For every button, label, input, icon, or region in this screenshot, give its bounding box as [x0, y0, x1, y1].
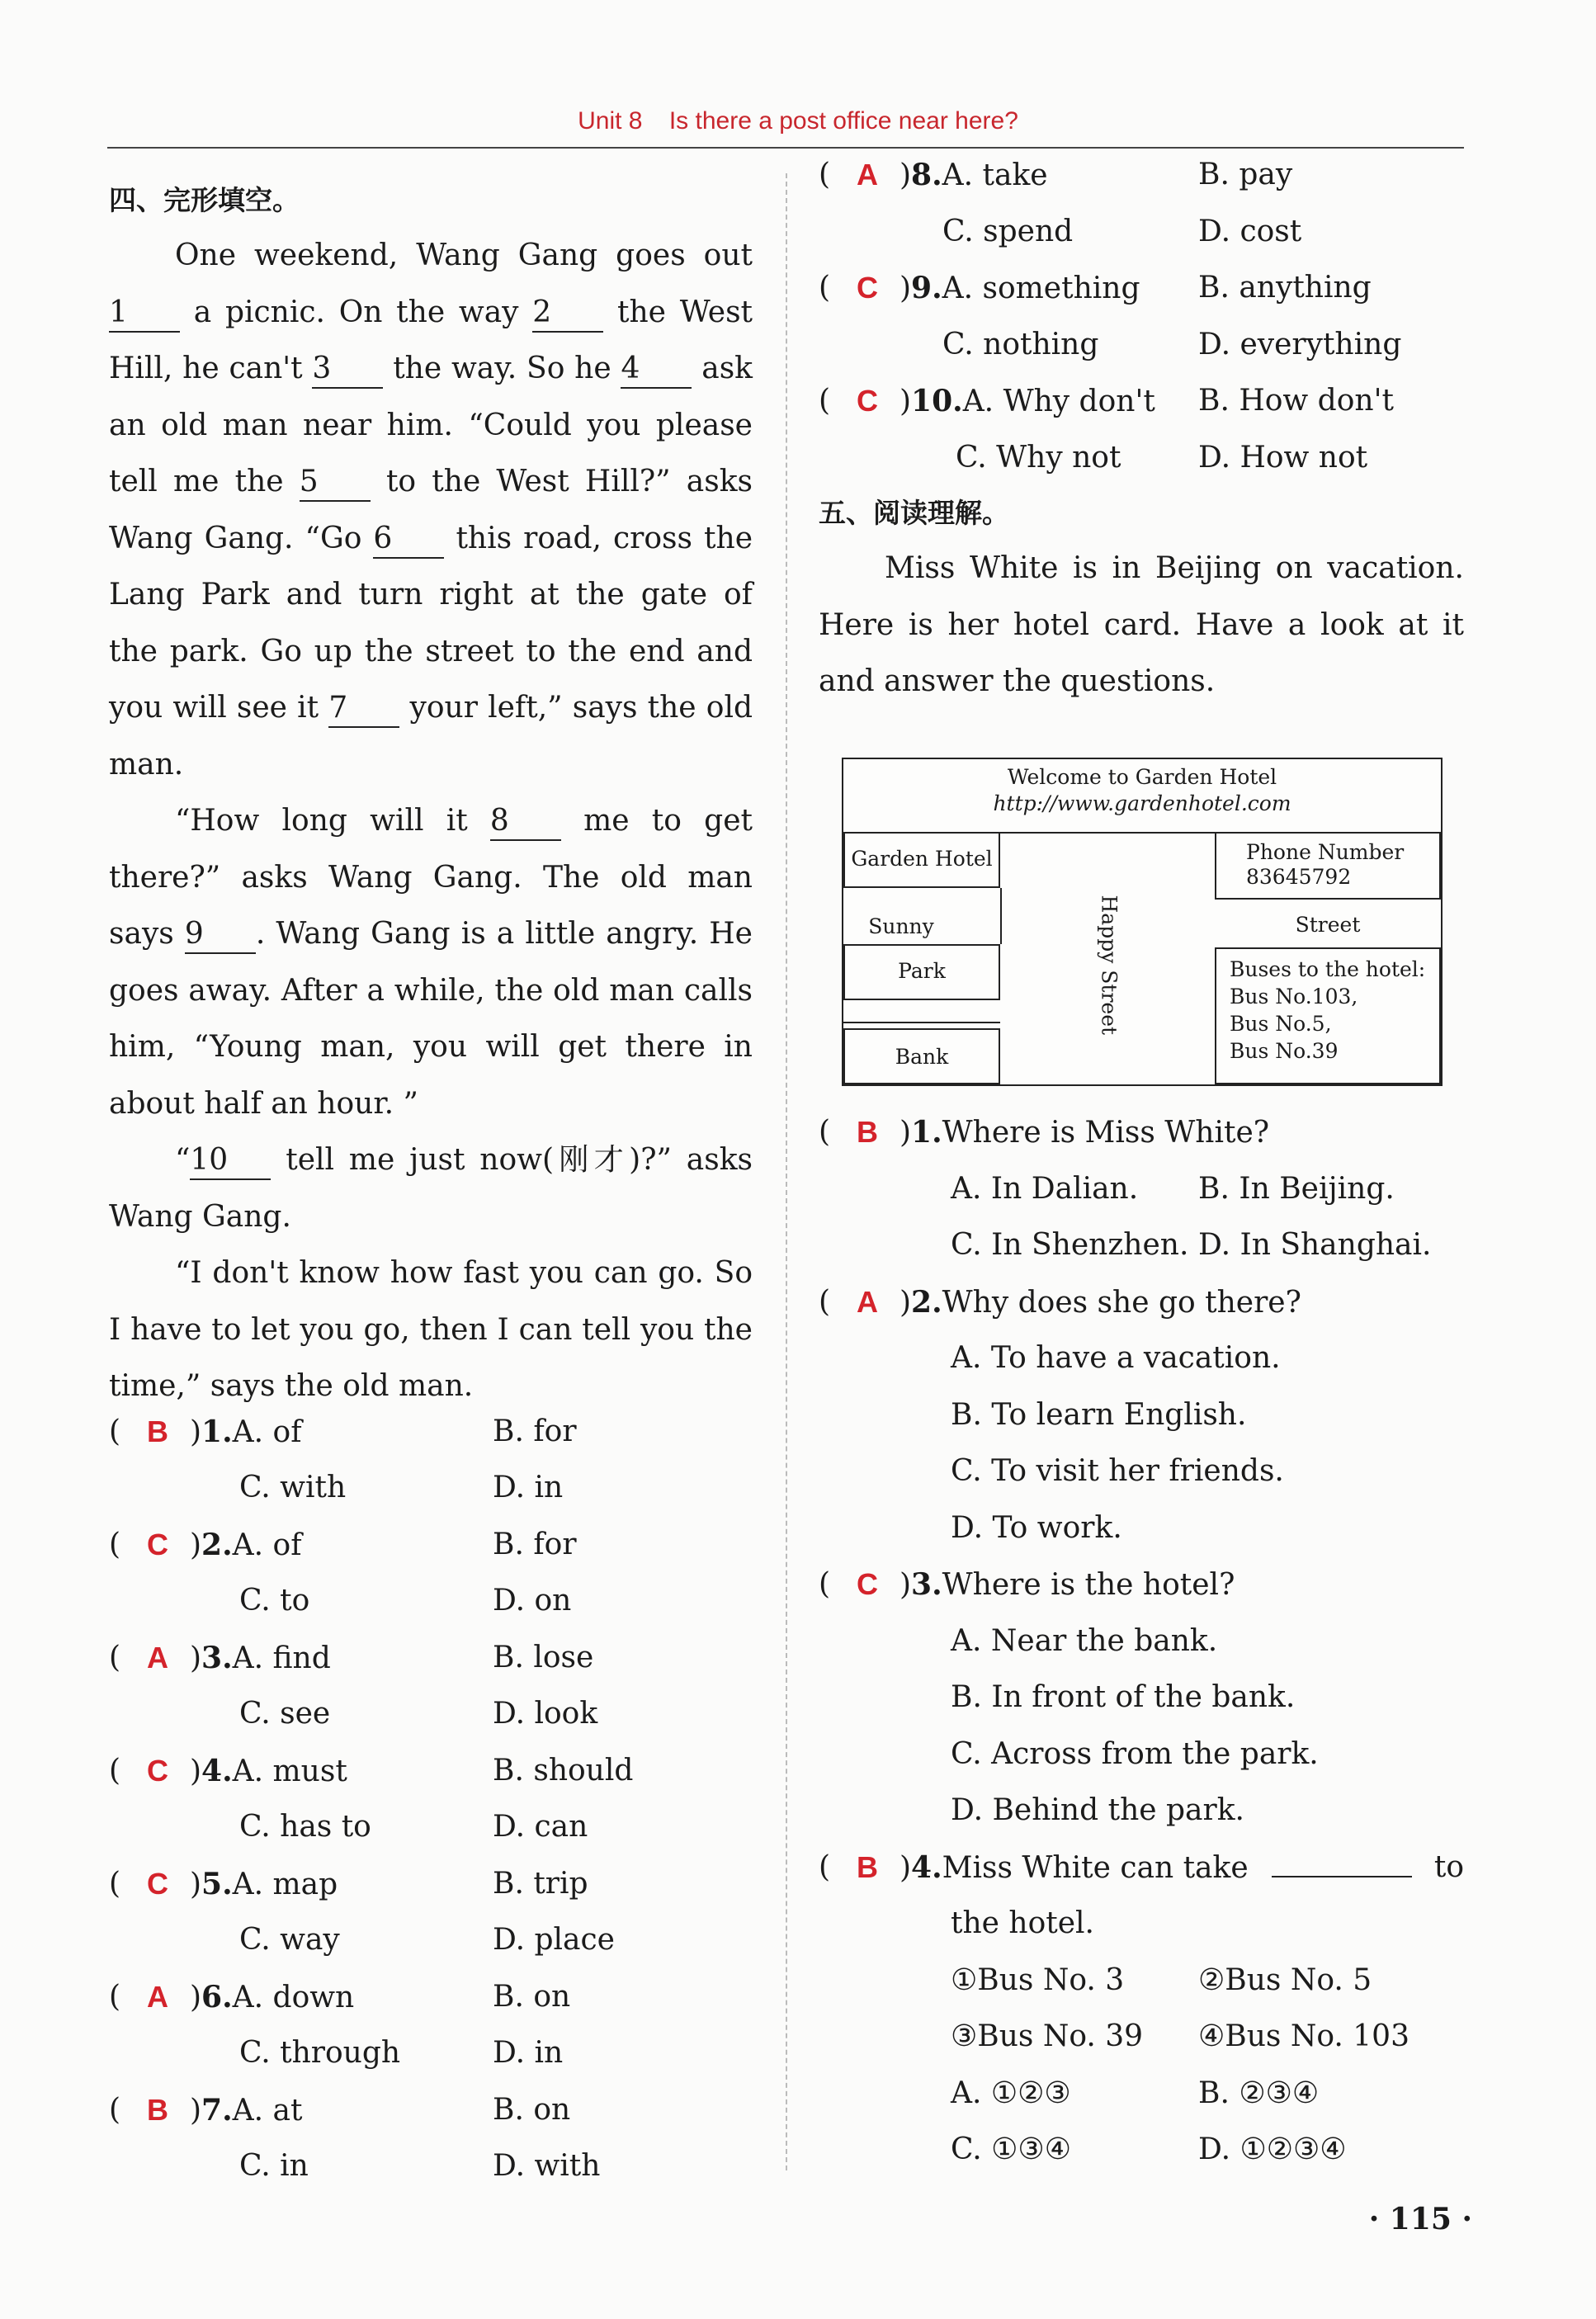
- question-number: [190, 1517, 302, 1575]
- option-b: B. ②③④: [1198, 2076, 1320, 2110]
- question-number: [900, 1840, 1435, 1897]
- passage-text: to the West Hill?” asks Wang Gang. “Go: [109, 465, 753, 555]
- option-c: C. spend: [942, 214, 1074, 248]
- option-b: B. anything: [1198, 271, 1372, 305]
- answer-blank: [1272, 1843, 1412, 1877]
- option-c: C. in: [239, 2149, 309, 2183]
- bus-103: Bus No.103,: [1230, 985, 1358, 1008]
- hotel-card: [842, 758, 1443, 1086]
- cloze-question-row2: [819, 204, 1464, 261]
- cloze-question: [819, 147, 1464, 204]
- option-d: D. In Shanghai.: [1198, 1228, 1432, 1262]
- option-row: [819, 1217, 1464, 1274]
- cloze-blank: 1: [109, 295, 180, 333]
- open-paren: (: [819, 1115, 831, 1149]
- question-number: [190, 1743, 347, 1801]
- option-row: [819, 1953, 1464, 2010]
- reading-question: [819, 1840, 1464, 1896]
- cloze-paragraph: [109, 1245, 753, 1415]
- passage-text: your left,” says the old man.: [109, 691, 753, 782]
- option-c: C. way: [239, 1923, 340, 1957]
- question-num: 3.: [201, 1640, 233, 1675]
- answer-mark: C: [147, 1527, 168, 1561]
- happy-street-label: Happy Street: [1097, 895, 1121, 1036]
- open-paren: (: [819, 271, 831, 305]
- right-column: [819, 158, 1464, 711]
- cloze-question-row2: [819, 317, 1464, 374]
- open-paren: (: [819, 384, 831, 418]
- question-number: [900, 1274, 1301, 1332]
- question-num: 10.: [911, 384, 963, 418]
- option-a: A. must: [232, 1754, 347, 1788]
- question-text-end: to: [1433, 1849, 1464, 1884]
- open-paren: (: [819, 158, 831, 191]
- option-d: D. place: [493, 1923, 615, 1957]
- buses-box: [1215, 947, 1441, 1084]
- option: B. In front of the bank.: [951, 1680, 1296, 1714]
- question-num: 1.: [911, 1115, 942, 1150]
- option-c: C. nothing: [942, 327, 1099, 361]
- option-d: D. cost: [1198, 214, 1302, 248]
- question-num: 5.: [201, 1866, 233, 1901]
- option-row: [819, 1726, 1464, 1783]
- question-num: 7.: [201, 2092, 233, 2128]
- option-a: A. take: [942, 158, 1048, 192]
- unit-title: Is there a post office near here?: [668, 107, 1018, 135]
- option-c: C. has to: [239, 1810, 371, 1844]
- passage-text: ask an old man near him. “Could you please tell me the: [109, 352, 753, 498]
- page-number-value: 115: [1389, 2202, 1452, 2236]
- park-box: [843, 944, 1000, 1000]
- cloze-blank: 6: [373, 521, 444, 559]
- phone-number: 83645792: [1246, 865, 1352, 889]
- option-d: D. look: [493, 1697, 598, 1731]
- close-paren: ): [190, 1980, 202, 2014]
- bus-5: Bus No.5,: [1230, 1012, 1332, 1036]
- option-c: C. In Shenzhen.: [951, 1228, 1189, 1262]
- answer-mark: A: [857, 158, 878, 191]
- answer-mark: A: [857, 1284, 878, 1319]
- answer-mark: C: [147, 1866, 168, 1901]
- bus-item: ①Bus No. 3: [951, 1962, 1125, 1997]
- passage-text: “: [175, 1143, 191, 1177]
- page-number: · 115 ·: [1368, 2202, 1472, 2236]
- passage-text: . Wang Gang is a little angry. He goes away. After a while, the old man calls him, “Young man, you will get there in about half an hour. ”: [109, 917, 753, 1121]
- open-paren: (: [109, 2092, 121, 2127]
- open-paren: (: [109, 1527, 121, 1561]
- reading-question: [819, 1274, 1464, 1331]
- question-num: 3.: [911, 1567, 942, 1602]
- option-row: [819, 2009, 1464, 2066]
- option-d: D. in: [493, 2036, 564, 2070]
- street-label: Street: [1295, 913, 1361, 937]
- cloze-blank: 10: [190, 1142, 271, 1180]
- option-b: B. for: [493, 1527, 577, 1561]
- question-text: Why does she go there?: [942, 1285, 1301, 1320]
- park-label: Park: [898, 959, 946, 983]
- answer-mark: B: [147, 1414, 168, 1448]
- question-num: 2.: [201, 1527, 233, 1562]
- left-column: [109, 173, 753, 2195]
- close-paren: ): [900, 1568, 912, 1602]
- cloze-question: [109, 1743, 753, 1800]
- option-b: B. In Beijing.: [1198, 1171, 1395, 1206]
- unit-label: Unit 8: [578, 107, 643, 135]
- cloze-blank: 7: [328, 690, 399, 728]
- option: B. To learn English.: [951, 1397, 1247, 1432]
- cloze-questions-left: [109, 1404, 753, 2195]
- cloze-question: [109, 1856, 753, 1913]
- bus-item: ④Bus No. 103: [1198, 2019, 1409, 2053]
- park-divider: [843, 1022, 1000, 1023]
- option-a: A. map: [232, 1867, 338, 1901]
- question-number: [900, 1104, 1269, 1162]
- question-num: 4.: [201, 1753, 233, 1788]
- question-num: 8.: [911, 158, 942, 192]
- bus-item: ②Bus No. 5: [1198, 1962, 1372, 1997]
- passage-text: me to get there?” asks Wang Gang. The old man says: [109, 804, 753, 951]
- option: D. Behind the park.: [951, 1793, 1244, 1827]
- section4-heading: 四、完形填空。: [109, 184, 300, 216]
- cloze-blank: 3: [312, 351, 383, 389]
- option-d: D. everything: [1198, 327, 1402, 361]
- cloze-question: [819, 373, 1464, 430]
- open-paren: (: [819, 1849, 831, 1884]
- garden-hotel-label: Garden Hotel: [851, 847, 993, 871]
- passage-text: “I don't know how fast you can go. So I have to let you go, then I can tell you the time,” says the old man.: [109, 1256, 753, 1403]
- cloze-question: [109, 1517, 753, 1574]
- option-a: A. In Dalian.: [951, 1171, 1139, 1206]
- option-b: B. How don't: [1198, 384, 1394, 418]
- sunny-label: Sunny: [868, 914, 934, 938]
- cloze-blank: 4: [621, 351, 692, 389]
- reading-questions: [819, 1104, 1464, 2179]
- option: C. Across from the park.: [951, 1736, 1319, 1771]
- question-num: 2.: [911, 1284, 942, 1320]
- option-row: [819, 1613, 1464, 1670]
- passage-text: “How long will it: [175, 804, 490, 838]
- option-row: [819, 2122, 1464, 2179]
- cloze-blank: 8: [490, 803, 561, 841]
- option-b: B. on: [493, 1979, 571, 2014]
- answer-mark: A: [147, 1979, 168, 2014]
- hotel-welcome: Welcome to Garden Hotel: [1007, 765, 1277, 789]
- option: A. To have a vacation.: [951, 1341, 1281, 1375]
- cloze-passage: [109, 228, 753, 1415]
- bus-39: Bus No.39: [1230, 1039, 1339, 1063]
- question-num: 9.: [911, 271, 942, 305]
- question-text: Miss White can take: [942, 1850, 1249, 1885]
- cloze-question: [109, 1630, 753, 1687]
- cloze-question-row2: [109, 2025, 753, 2082]
- answer-mark: B: [147, 2092, 168, 2127]
- option-a: A. of: [232, 1528, 302, 1562]
- bank-box: [843, 1028, 1000, 1084]
- option-c: C. Why not: [956, 440, 1121, 475]
- option-row: [819, 1330, 1464, 1387]
- cloze-question-row2: [109, 1686, 753, 1743]
- open-paren: (: [109, 1414, 121, 1448]
- option-c: C. through: [239, 2036, 401, 2070]
- answer-mark: C: [857, 1567, 878, 1601]
- answer-mark: A: [147, 1640, 168, 1674]
- cloze-question: [109, 2082, 753, 2139]
- option-row: [819, 1670, 1464, 1726]
- cloze-question-row2: [109, 1912, 753, 1969]
- bus-item: ③Bus No. 39: [951, 2019, 1144, 2053]
- option-d: D. can: [493, 1810, 588, 1844]
- question-number: [190, 1969, 354, 2027]
- open-paren: (: [819, 1284, 831, 1319]
- cloze-paragraph: [109, 228, 753, 793]
- answer-mark: C: [857, 271, 878, 305]
- cloze-question: [109, 1969, 753, 2026]
- answer-mark: B: [857, 1849, 878, 1884]
- cloze-question-row2: [109, 1573, 753, 1630]
- close-paren: ): [190, 1415, 202, 1449]
- question-number: [190, 1630, 331, 1688]
- option: D. To work.: [951, 1510, 1122, 1545]
- option-c: C. to: [239, 1584, 310, 1618]
- close-paren: ): [190, 1867, 202, 1901]
- option-c: C. with: [239, 1471, 347, 1504]
- option-row: [819, 1387, 1464, 1444]
- question-num: 4.: [911, 1849, 942, 1885]
- cloze-questions-right: [819, 147, 1464, 486]
- cloze-question-row2: [109, 2138, 753, 2195]
- option-b: B. trip: [493, 1866, 588, 1901]
- cloze-question-row2: [109, 1460, 753, 1517]
- cloze-blank: 2: [532, 295, 603, 333]
- passage-text: the West Hill, he can't: [109, 295, 753, 385]
- cloze-question-row2: [819, 430, 1464, 487]
- option-row: [819, 1783, 1464, 1840]
- option-a: A. Why don't: [962, 385, 1155, 418]
- option-b: B. should: [493, 1753, 634, 1788]
- close-paren: ): [190, 1641, 202, 1675]
- open-paren: (: [109, 1979, 121, 2014]
- question-number: [190, 1856, 338, 1914]
- option-c: C. ①③④: [951, 2132, 1071, 2166]
- passage-text: a picnic. On the way: [180, 295, 533, 329]
- option-a: A. find: [232, 1641, 331, 1675]
- question-number: [190, 1404, 302, 1462]
- option-d: D. on: [493, 1584, 572, 1618]
- answer-mark: C: [147, 1753, 168, 1788]
- bank-label: Bank: [895, 1045, 949, 1069]
- question-line2: [819, 1896, 1464, 1953]
- option-c: C. see: [239, 1697, 331, 1731]
- phone-label: Phone Number: [1246, 840, 1405, 864]
- question-text: Where is the hotel?: [942, 1568, 1235, 1602]
- cloze-question: [819, 260, 1464, 317]
- option-d: D. with: [493, 2149, 601, 2183]
- option-row: [819, 2066, 1464, 2123]
- reading-intro: Miss White is in Beijing on vacation. Here is her hotel card. Have a look at it and answer the questions.: [819, 551, 1464, 698]
- column-divider: [786, 173, 787, 2170]
- passage-text: tell me just now(刚才)?” asks Wang Gang.: [109, 1143, 753, 1234]
- open-paren: (: [109, 1640, 121, 1674]
- question-number: [900, 1556, 1235, 1614]
- hotel-url: http://www.gardenhotel.com: [993, 791, 1291, 815]
- passage-text: the way. So he: [383, 352, 621, 385]
- option-a: A. of: [232, 1415, 302, 1449]
- close-paren: ): [900, 1116, 912, 1150]
- close-paren: ): [190, 2093, 202, 2128]
- phone-box: [1215, 832, 1441, 900]
- option: A. Near the bank.: [951, 1623, 1218, 1658]
- option-a: A. ①②③: [951, 2076, 1071, 2110]
- option-a: A. at: [232, 2093, 303, 2128]
- option-b: B. on: [493, 2092, 571, 2127]
- question-num: 6.: [201, 1979, 233, 2014]
- question-number: [900, 147, 1048, 205]
- question-text: Where is Miss White?: [942, 1116, 1270, 1150]
- question-number: [900, 260, 1140, 318]
- close-paren: ): [900, 1285, 912, 1320]
- option-b: B. for: [493, 1414, 577, 1448]
- close-paren: ): [190, 1528, 202, 1562]
- close-paren: ): [190, 1754, 202, 1788]
- passage-text: this road, cross the Lang Park and turn right at the gate of the park. Go up the street to the end and you will see it: [109, 521, 753, 725]
- answer-mark: C: [857, 384, 878, 418]
- option-a: A. down: [232, 1980, 355, 2014]
- open-paren: (: [819, 1567, 831, 1601]
- cloze-blank: 9: [185, 916, 256, 954]
- close-paren: ): [900, 385, 912, 418]
- option-d: D. ①②③④: [1198, 2132, 1347, 2166]
- passage-text: One weekend, Wang Gang goes out: [175, 239, 753, 272]
- section5-heading: 五、阅读理解。: [819, 497, 1009, 529]
- garden-hotel-box: [843, 832, 1000, 888]
- option-row: [819, 1161, 1464, 1218]
- cloze-blank: 5: [300, 464, 371, 502]
- close-paren: ): [900, 158, 912, 192]
- cloze-paragraph: [109, 793, 753, 1132]
- answer-mark: B: [857, 1115, 878, 1149]
- option-d: D. How not: [1198, 440, 1368, 475]
- cloze-question: [109, 1404, 753, 1461]
- open-paren: (: [109, 1866, 121, 1901]
- question-number: [900, 373, 1155, 431]
- option-a: A. something: [942, 272, 1140, 305]
- page-header: [0, 107, 1596, 135]
- option: C. To visit her friends.: [951, 1454, 1284, 1488]
- open-paren: (: [109, 1753, 121, 1788]
- option-b: B. pay: [1198, 158, 1293, 191]
- cloze-paragraph: [109, 1132, 753, 1245]
- option-row: [819, 1443, 1464, 1500]
- buses-label: Buses to the hotel:: [1230, 957, 1426, 981]
- question-number: [190, 2082, 302, 2140]
- reading-question: [819, 1104, 1464, 1161]
- close-paren: ): [900, 1850, 912, 1885]
- cloze-question-row2: [109, 1799, 753, 1856]
- close-paren: ): [900, 272, 912, 305]
- question-num: 1.: [201, 1414, 233, 1449]
- option-d: D. in: [493, 1471, 564, 1504]
- reading-question: [819, 1556, 1464, 1613]
- sunny-edge: [1000, 888, 1002, 944]
- question-text-cont: the hotel.: [951, 1906, 1094, 1940]
- option-b: B. lose: [493, 1640, 594, 1674]
- option-row: [819, 1500, 1464, 1557]
